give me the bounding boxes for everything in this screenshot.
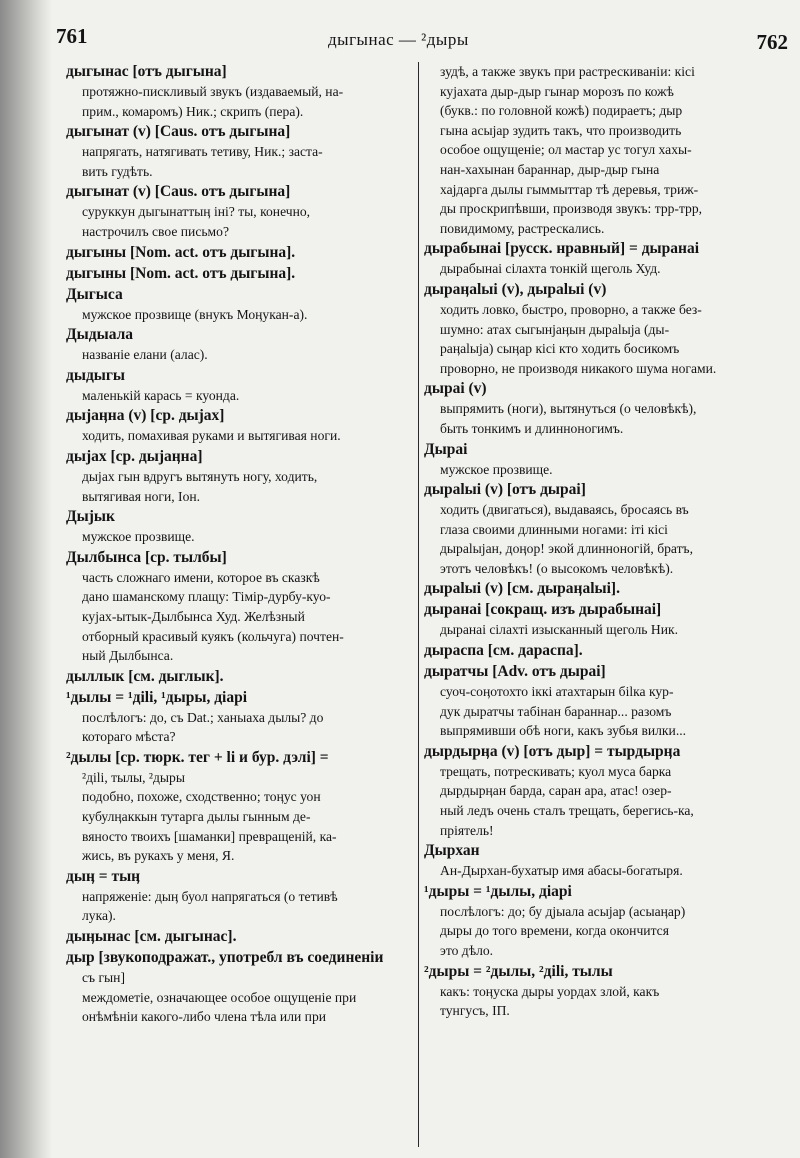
- entry-text-line: подобно, похоже, сходственно; тоӊус уон: [82, 789, 321, 805]
- dictionary-entry: [66, 243, 414, 263]
- dictionary-entry: [66, 62, 414, 121]
- entry-text-line: дыjах гын вдругъ вытянуть ногу, ходить,: [82, 468, 318, 484]
- entry-text-line: кубулӊаккын тутарга дылы гынным де-: [82, 809, 311, 825]
- entry-headword: дыjаӊна (v) [ср. дыjах]: [66, 407, 225, 425]
- entry-text-line: отборный красивый куякъ (кольчуга) почтен-: [82, 628, 344, 644]
- entry-text-line: протяжно-пискливый звукъ (издаваемый, на-: [82, 84, 344, 99]
- entry-text-line: мужское прозвище.: [440, 461, 553, 477]
- entry-headword: дыгыны [Nom. act. отъ дыгына].: [66, 264, 296, 282]
- entry-text-line: быть тонкимъ и длинноногимъ.: [440, 420, 624, 436]
- entry-headword: дыӊ = тыӊ: [66, 867, 141, 885]
- entry-text-line: съ гын]: [82, 970, 125, 986]
- entry-headword: Дыдыала: [66, 326, 134, 344]
- entry-text-line: маленькій карась = куонда.: [82, 387, 240, 403]
- dictionary-entry: [66, 325, 414, 365]
- page-number-left: 761: [56, 24, 88, 48]
- entry-headword: дыллык [см. дыглык].: [66, 667, 224, 685]
- entry-text-line: выпрямить (ноги), вытянуться (о человѣкѣ),: [440, 401, 697, 417]
- dictionary-entry: [66, 264, 414, 284]
- entry-headword: Дыраі: [424, 440, 468, 458]
- entry-text-line: названіе елани (алас).: [82, 347, 208, 363]
- entry-text-line: напряженіе: дыӊ буол напрягаться (о тетивѣ: [82, 888, 338, 904]
- entry-headword: дыгынас [отъ дыгына]: [66, 63, 227, 80]
- entry-text-line: жись, въ рукахъ у меня, Я.: [82, 848, 235, 864]
- entry-text-line: ды проскрипѣвши, производя звукъ: трр-трр,: [440, 201, 703, 217]
- entry-headword: дыранаі [сокращ. изъ дырабынаі]: [424, 601, 662, 619]
- dictionary-entry: [66, 548, 414, 666]
- entry-headword: дыратчы [Adv. отъ дыраі]: [424, 663, 606, 681]
- dictionary-entry: [424, 239, 790, 279]
- dictionary-entry: [424, 841, 790, 881]
- entry-text-line: выпрямивши обѣ ноги, какъ зубья вилки...: [440, 723, 687, 739]
- entry-text-line: дыры до того времени, когда окончится: [440, 923, 669, 939]
- entry-text-line: часть сложнаго имени, которое въ сказкѣ: [82, 569, 320, 585]
- entry-text-line: дырдырӊан барда, саран ара, атас! озер-: [440, 783, 672, 799]
- entry-text-line: дано шаманскому плащу: Тімір-дурбу-куо-: [82, 589, 331, 605]
- entry-headword: дыр [звукоподражат., употребл въ соединеніи: [66, 949, 384, 967]
- entry-text-line: глаза своими длинными ногами: іті кісі: [440, 521, 668, 537]
- entry-text-line: куjахата дыр-дыр гынар морозъ по кожѣ: [440, 83, 674, 99]
- running-head: дыгынас — ²дыры: [328, 30, 469, 49]
- scan-shadow-edge: [0, 0, 52, 1158]
- dictionary-entry: [424, 440, 790, 480]
- entry-headword: дыгынат (v) [Caus. отъ дыгына]: [66, 183, 291, 201]
- entry-text-line: повидимому, растрескались.: [440, 220, 605, 236]
- dictionary-entry: [424, 882, 790, 961]
- entry-text-line: тунгусъ, ІП.: [440, 1003, 510, 1019]
- entry-headword: дыдыгы: [66, 366, 126, 384]
- entry-text-line: этотъ человѣкъ! (о высокомъ человѣкѣ).: [440, 560, 674, 576]
- entry-headword: дыгыны [Nom. act. отъ дыгына].: [66, 243, 296, 261]
- entry-headword: дыраі (v): [424, 380, 487, 398]
- entry-text-line: мужское прозвище (внукъ Моӊукан-а).: [82, 306, 308, 322]
- entry-text-line: ный ледъ очень сталъ трещать, берегись-ка,: [440, 803, 694, 819]
- entry-text-line: онѣмѣніи какого-либо члена тѣла или при: [82, 1009, 327, 1025]
- entry-headword: ¹дыры = ¹дылы, діарі: [424, 882, 572, 900]
- entry-text-line: лука).: [82, 908, 116, 924]
- entry-text-line: Ан-Дырхан-бухатыр имя абасы-богатыря.: [440, 863, 683, 879]
- dictionary-entry: [66, 667, 414, 687]
- entry-text-line: дырабынаі сілахта тонкій щеголь Худ.: [440, 261, 661, 277]
- entry-text-line: вить гудѣть.: [82, 163, 153, 179]
- entry-text-line: прим., комаромъ) Ник.; скрипъ (пера).: [82, 103, 304, 119]
- dictionary-entry: [424, 662, 790, 741]
- entry-text-line: ный Дылбынса.: [82, 648, 174, 664]
- right-column: [424, 62, 790, 1022]
- entry-headword: Дыгыса: [66, 285, 123, 303]
- entry-headword: Дылбынса [ср. тылбы]: [66, 548, 227, 566]
- entry-headword: дыраӊаlыі (v), дыраlыі (v): [424, 280, 607, 298]
- entry-text-line: дыраlыjан, доӊор! экой длинноногій, братъ,: [440, 541, 693, 557]
- entry-text-line: ходить, помахивая руками и вытягивая ноги.: [82, 428, 341, 444]
- dictionary-entry: [66, 447, 414, 506]
- entry-text-line: мужское прозвище.: [82, 529, 195, 545]
- entry-headword: дырдырӊа (v) [отъ дыр] = тырдырӊа: [424, 742, 681, 760]
- entry-text-line: хаjдарга дылы гыммыттар тѣ деревья, триж-: [440, 181, 699, 197]
- entry-text-line: суруккун дыгынаттыӊ іні? ты, конечно,: [82, 204, 311, 220]
- dictionary-entry: [66, 927, 414, 947]
- entry-text-line: куjах-ытык-Дылбынса Худ. Желѣзный: [82, 608, 305, 624]
- dictionary-entry: [66, 688, 414, 747]
- page-number-right: 762: [756, 30, 788, 54]
- entry-text-line: раӊаlыjа) сыӊар кісі кто ходить босикомъ: [440, 341, 680, 357]
- entry-text-line: послѣлогъ: до, съ Dat.; ханыаха дылы? до: [82, 709, 324, 725]
- column-divider: [418, 62, 419, 1147]
- entry-text-line: ходить ловко, быстро, проворно, а также без-: [440, 301, 702, 317]
- entry-text-line: трещать, потрескивать; куол муса барка: [440, 763, 672, 779]
- entry-text-line: дыранаі сілахті изысканный щеголь Ник.: [440, 622, 678, 638]
- entry-text-line: вяносто твоихъ [шаманки] превращеній, ка-: [82, 828, 337, 844]
- entry-text-line: гына асыjар зудить такъ, что производить: [440, 122, 682, 138]
- dictionary-entry: [424, 579, 790, 599]
- entry-headword: ¹дылы = ¹діlі, ¹дыры, діарі: [66, 688, 248, 706]
- dictionary-entry: [66, 748, 414, 866]
- entry-text-line: это дѣло.: [440, 943, 494, 958]
- entry-text-line: котораго мѣста?: [82, 729, 176, 745]
- dictionary-entry: [424, 379, 790, 438]
- left-column: [66, 62, 414, 1028]
- entry-headword: дыгынат (v) [Caus. отъ дыгына]: [66, 123, 291, 141]
- entry-headword: ²дылы [ср. тюрк. тег + lі и бур. дэлі] =: [66, 748, 329, 766]
- dictionary-entry: [66, 507, 414, 547]
- dictionary-page: [56, 22, 794, 1147]
- dictionary-entry: [66, 182, 414, 241]
- page-header: [56, 22, 794, 56]
- entry-headword: Дыjык: [66, 508, 115, 526]
- dictionary-entry: [66, 366, 414, 406]
- entry-text-line: настрочилъ свое письмо?: [82, 223, 229, 239]
- entry-text-line: проворно, не производя никакого шума ногами.: [440, 360, 717, 376]
- entry-text-line: особое ощущеніе; ол мастар ус тогул хахы-: [440, 142, 692, 158]
- entry-text-line: дук дыратчы табінан бараннар... разомъ: [440, 703, 672, 719]
- entry-headword: дыраlыі (v) [отъ дыраі]: [424, 481, 586, 499]
- dictionary-entry: [424, 62, 790, 238]
- dictionary-entry: [424, 280, 790, 378]
- entry-text-line: какъ: тоӊуска дыры уордах злой, какъ: [440, 983, 660, 999]
- entry-headword: Дырхан: [424, 842, 480, 860]
- dictionary-entry: [424, 480, 790, 578]
- entry-headword: дыӊынас [см. дыгынас].: [66, 928, 237, 946]
- dictionary-entry: [66, 948, 414, 1027]
- entry-text-line: послѣлогъ: до; бу дjыала асыjар (асыаӊар): [440, 903, 686, 919]
- dictionary-entry: [66, 122, 414, 181]
- entry-headword: дыраlыі (v) [см. дыраӊаlыі].: [424, 580, 620, 598]
- dictionary-entry: [424, 600, 790, 640]
- entry-headword: дырабынаі [русск. нравный] = дыранаі: [424, 240, 699, 258]
- entry-headword: ²дыры = ²дылы, ²діlі, тылы: [424, 962, 613, 980]
- dictionary-entry: [66, 285, 414, 325]
- entry-text-line: (букв.: по головной кожѣ) подираетъ; дыр: [440, 103, 683, 119]
- entry-headword: дыраспа [см. дараспа].: [424, 642, 583, 660]
- dictionary-entry: [424, 962, 790, 1021]
- entry-text-line: напрягать, натягивать тетиву, Ник.; заста-: [82, 144, 323, 160]
- entry-text-line: суоч-соӊотохто іккі атахтарын біlка кур-: [440, 684, 674, 700]
- entry-text-line: вытягивая ноги, Іон.: [82, 488, 201, 504]
- dictionary-entry: [66, 406, 414, 446]
- entry-text-line: зудѣ, а также звукъ при растрескиваніи: кісі: [440, 64, 695, 79]
- entry-text-line: ²діlі, тылы, ²дыры: [82, 769, 185, 785]
- entry-text-line: междометіе, означающее особое ощущеніе при: [82, 989, 357, 1005]
- entry-text-line: нан-хахынан бараннар, дыр-дыр гына: [440, 161, 660, 177]
- entry-headword: дыjах [ср. дыjаӊна]: [66, 447, 203, 465]
- entry-text-line: ходить (двигаться), выдаваясь, бросаясь въ: [440, 502, 689, 518]
- dictionary-entry: [424, 742, 790, 840]
- entry-text-line: пріятель!: [440, 822, 494, 838]
- entry-text-line: шумно: атах сыгынjаӊын дыраlыjа (ды-: [440, 321, 670, 337]
- dictionary-entry: [66, 867, 414, 926]
- dictionary-entry: [424, 641, 790, 661]
